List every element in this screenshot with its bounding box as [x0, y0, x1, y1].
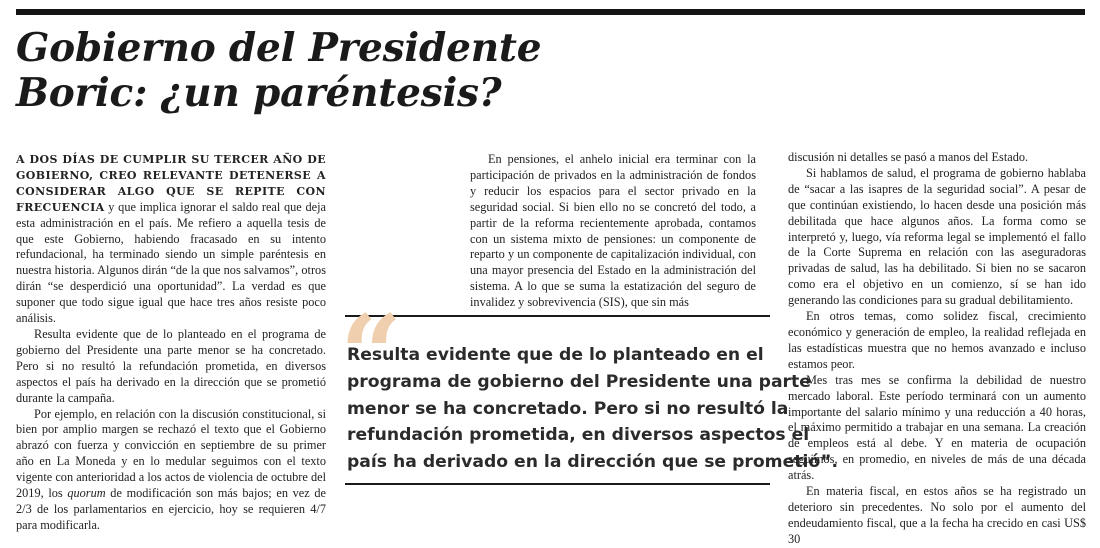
article-column-1	[16, 152, 326, 534]
pull-quote-line: Resulta evidente que de lo planteado en el	[347, 345, 764, 365]
paragraph: En pensiones, el anhelo inicial era terminar con la participación de privados en la administración de fondos y reducir los espacios para el sector privado en la seguridad social. Si bien ello no se concretó del todo, a partir de la reforma recientemente aprobada, contamos con un sistema mixto de pensiones: un componente de reparto y un componente de capitalización individual, con una mayor presencia del Estado en la administración del sistema. A lo que se suma la estatización del seguro de invalidez y sobrevivencia (SIS), que sin más	[470, 152, 756, 310]
paragraph	[16, 152, 326, 327]
article-column-3	[788, 150, 1086, 548]
paragraph-text: de modificación son más bajos; en vez de 2/3 de los parlamentarios en ejercicio, hoy se requieren 4/7 para modificarla.	[16, 486, 326, 532]
paragraph	[16, 407, 326, 534]
paragraph: En otros temas, como solidez fiscal, crecimiento económico y generación de empleo, la realidad reflejada en las estadísticas muestra que no hemos avanzado e incluso estamos peor.	[788, 309, 1086, 371]
lead-in-caps: A DOS DÍAS DE CUMPLIR SU TERCER AÑO DE GOBIERNO, CREO RELEVANTE DETENERSE A CONSIDERAR ALGO QUE SE REPITE CON FRECUENCIA	[16, 153, 326, 214]
paragraph: En materia fiscal, en estos años se ha registrado un deterioro sin precedentes. No solo por el aumento del endeudamiento fiscal, que a la fecha ha crecido en casi US$ 30	[788, 484, 1086, 546]
pull-quote	[347, 342, 838, 476]
pull-quote-bottom-rule	[345, 483, 770, 485]
article-column-2	[470, 152, 756, 311]
pull-quote-line: programa de gobierno del Presidente una parte	[347, 371, 811, 392]
paragraph: Resulta evidente que de lo planteado en el programa de gobierno del Presidente una parte menor se ha concretado. Pero si no resultó la refundación prometida, en diversos aspectos el país ha derivado en la dirección que se prometió durante la campaña.	[16, 326, 326, 405]
top-rule	[16, 9, 1085, 15]
paragraph: Mes tras mes se confirma la debilidad de nuestro mercado laboral. Este período terminará con un aumento importante del salario mínimo y una reducción a 40 horas, el máximo permitido a trabajar en una semana. La creación de empleos está al debe. Y en materia de ocupación seguimos, en promedio, en niveles de más de una década atrás.	[788, 372, 1086, 483]
paragraph-text: y que implica ignorar el saldo real que deja esta administración en el país. Me refiero a aquella tesis de que este Gobierno, habiendo fracasado en su intento refundacional, ha terminado siendo un simple paréntesis en nuestra historia. Algunos dirán “de la que nos salvamos”, otros dirán “se desperdició una oportunidad”. La verdad es que suponer que todo sigue igual que hace tres años resiste poco análisis.	[16, 199, 326, 326]
paragraph: discusión ni detalles se pasó a manos del Estado.	[788, 150, 1029, 164]
headline-line-1: Gobierno del Presidente	[16, 25, 542, 71]
headline-line-2: Boric: ¿un paréntesis?	[16, 70, 502, 116]
italic-term: quorum	[67, 486, 106, 501]
paragraph-text: Por ejemplo, en relación con la discusión constitucional, si bien por amplio margen se rechazó el texto que el Gobierno abrazó con fuerza y convicción en septiembre de su primer año en La Moneda y en lo medular seguimos con el texto vigente con anterioridad a los actos de violencia de octubre del 2019, los	[16, 406, 326, 501]
pull-quote-line: refundación prometida, en diversos aspectos el	[347, 425, 810, 446]
quote-mark-icon: “	[340, 292, 403, 418]
pull-quote-line: menor se ha concretado. Pero si no resultó la	[347, 398, 789, 419]
pull-quote-top-rule	[345, 315, 770, 317]
headline	[16, 26, 836, 116]
pull-quote-line: país ha derivado en la dirección que se prometió”.	[347, 452, 838, 473]
paragraph: Si hablamos de salud, el programa de gobierno hablaba de “sacar a las isapres de la seguridad social”. A pesar de que continúan existiendo, lo hacen desde una posición más debilitada que hace algunos años. La forma como se interpretó y, luego, vía reforma legal se implementó el fallo de la Corte Suprema en relación con las aseguradoras privadas de salud, las ha debilitado. Si bien no se sacaron como era el objetivo en un comienzo, sí se han ido generando las condiciones para su gradual debilitamiento.	[788, 165, 1086, 308]
